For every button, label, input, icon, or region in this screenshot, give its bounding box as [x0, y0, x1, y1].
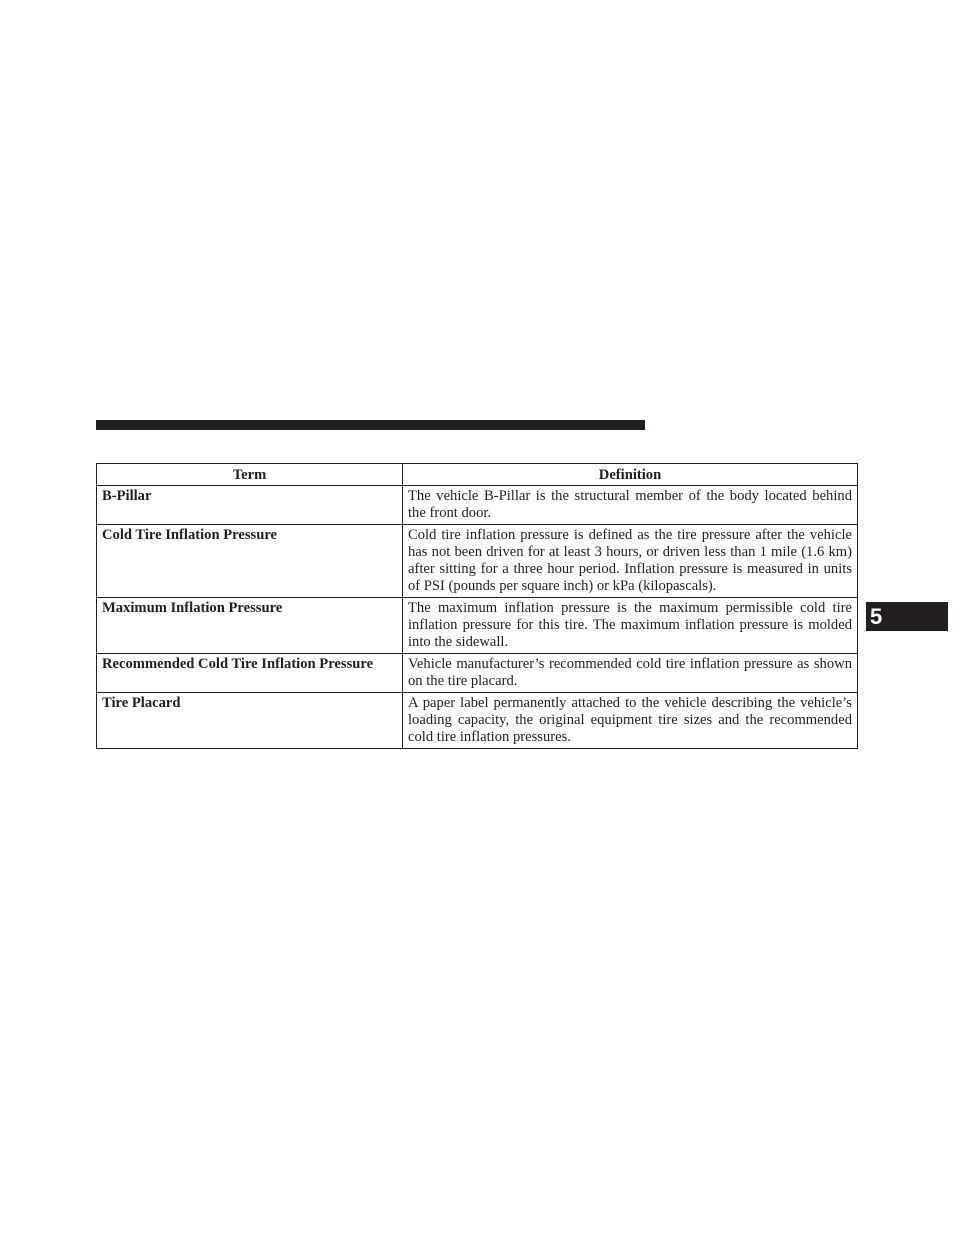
term-cell: Maximum Inflation Pressure [97, 598, 403, 654]
term-cell: Recommended Cold Tire Inflation Pressure [97, 654, 403, 693]
table-row [97, 525, 858, 598]
table-row [97, 693, 858, 749]
definition-cell: Cold tire inflation pressure is defined as the tire pressure after the vehicle has not been driven for at least 3 hours, or driven less than 1 mile (1.6 km) after sitting for a three hour period. Inflation pressure is measured in units of PSI (pounds per square inch) or kPa (kilopascals). [403, 525, 858, 598]
term-cell: Cold Tire Inflation Pressure [97, 525, 403, 598]
term-cell: Tire Placard [97, 693, 403, 749]
definition-cell: Vehicle manufacturer’s recommended cold tire inflation pressure as shown on the tire placard. [403, 654, 858, 693]
definition-cell: The maximum inflation pressure is the maximum permissible cold tire inflation pressure for this tire. The maximum inflation pressure is molded into the sidewall. [403, 598, 858, 654]
chapter-tab: 5 [866, 602, 948, 631]
term-column-header: Term [97, 464, 403, 486]
table-row [97, 598, 858, 654]
definition-cell: A paper label permanently attached to the vehicle describing the vehicle’s loading capacity, the original equipment tire sizes and the recommended cold tire inflation pressures. [403, 693, 858, 749]
terms-table [96, 463, 858, 749]
section-rule-bar [96, 420, 645, 430]
definition-column-header: Definition [403, 464, 858, 486]
definition-cell: The vehicle B-Pillar is the structural member of the body located behind the front door. [403, 486, 858, 525]
term-cell: B-Pillar [97, 486, 403, 525]
table-header-row [97, 464, 858, 486]
table-row [97, 654, 858, 693]
table-row [97, 486, 858, 525]
